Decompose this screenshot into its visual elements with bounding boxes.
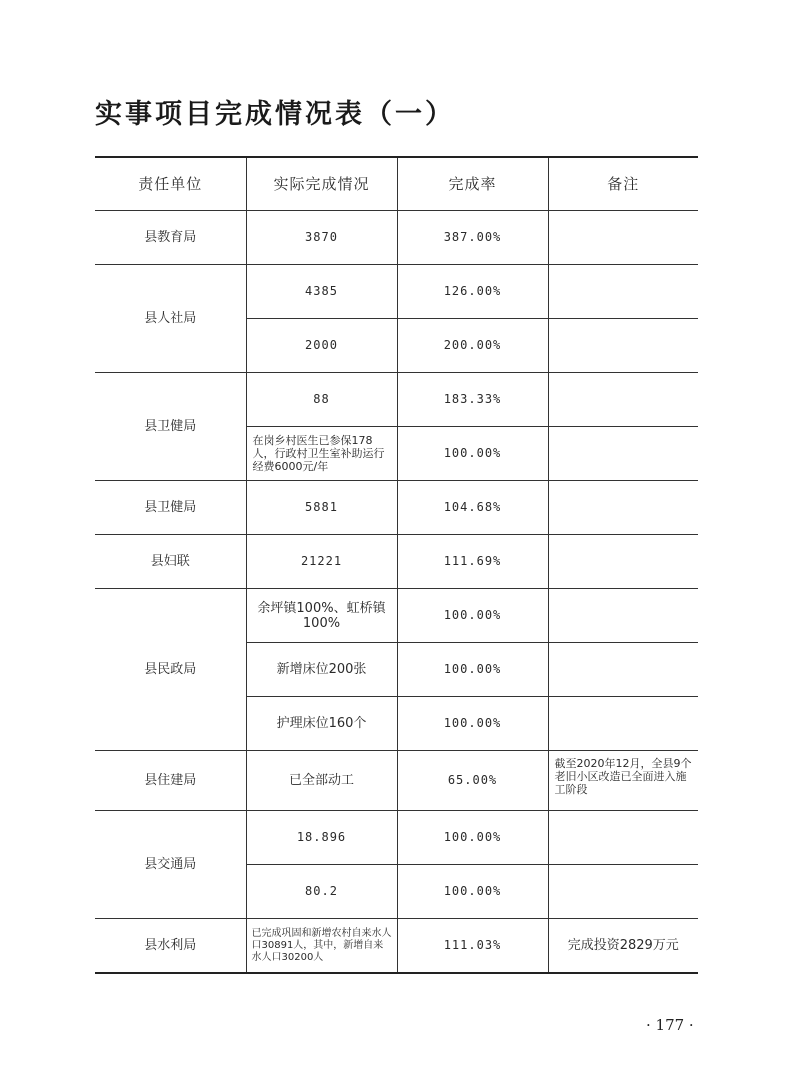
note-cell [548, 481, 698, 535]
rate-cell: 100.00% [397, 589, 548, 643]
rate-cell: 104.68% [397, 481, 548, 535]
unit-cell: 县人社局 [95, 265, 246, 373]
rate-cell: 111.69% [397, 535, 548, 589]
table-row [95, 211, 698, 265]
completion-table [95, 156, 698, 974]
actual-cell: 新增床位200张 [246, 643, 397, 697]
rate-cell: 65.00% [397, 751, 548, 811]
actual-cell: 5881 [246, 481, 397, 535]
unit-cell: 县妇联 [95, 535, 246, 589]
unit-cell: 县卫健局 [95, 373, 246, 481]
header-rate: 完成率 [397, 157, 548, 211]
unit-cell: 县水利局 [95, 919, 246, 974]
actual-cell: 3870 [246, 211, 397, 265]
unit-cell: 县交通局 [95, 811, 246, 919]
actual-cell: 88 [246, 373, 397, 427]
note-cell: 完成投资2829万元 [548, 919, 698, 974]
note-cell [548, 211, 698, 265]
table-row [95, 373, 698, 427]
note-cell [548, 373, 698, 427]
actual-cell: 80.2 [246, 865, 397, 919]
header-actual: 实际完成情况 [246, 157, 397, 211]
header-unit: 责任单位 [95, 157, 246, 211]
rate-cell: 100.00% [397, 427, 548, 481]
rate-cell: 100.00% [397, 643, 548, 697]
actual-cell: 护理床位160个 [246, 697, 397, 751]
table-row [95, 919, 698, 974]
rate-cell: 111.03% [397, 919, 548, 974]
table-row [95, 481, 698, 535]
table-row [95, 589, 698, 643]
note-cell [548, 589, 698, 643]
rate-cell: 126.00% [397, 265, 548, 319]
unit-cell: 县教育局 [95, 211, 246, 265]
actual-cell: 2000 [246, 319, 397, 373]
note-cell [548, 427, 698, 481]
rate-cell: 387.00% [397, 211, 548, 265]
note-cell [548, 697, 698, 751]
completion-table-container [95, 156, 698, 974]
rate-cell: 200.00% [397, 319, 548, 373]
actual-cell: 已全部动工 [246, 751, 397, 811]
note-cell: 截至2020年12月，全县9个老旧小区改造已全面进入施工阶段 [548, 751, 698, 811]
actual-cell: 在岗乡村医生已参保178人，行政村卫生室补助运行经费6000元/年 [246, 427, 397, 481]
header-note: 备注 [548, 157, 698, 211]
page-title: 实事项目完成情况表（一） [95, 99, 455, 130]
actual-cell: 21221 [246, 535, 397, 589]
note-cell [548, 535, 698, 589]
page-number: · 177 · [646, 1016, 694, 1034]
note-cell [548, 319, 698, 373]
actual-cell: 余坪镇100%、虹桥镇100% [246, 589, 397, 643]
rate-cell: 183.33% [397, 373, 548, 427]
rate-cell: 100.00% [397, 811, 548, 865]
table-row [95, 811, 698, 865]
note-cell [548, 265, 698, 319]
note-cell [548, 643, 698, 697]
table-header-row [95, 157, 698, 211]
note-cell [548, 865, 698, 919]
note-cell [548, 811, 698, 865]
table-row [95, 751, 698, 811]
table-row [95, 265, 698, 319]
actual-cell: 18.896 [246, 811, 397, 865]
rate-cell: 100.00% [397, 865, 548, 919]
rate-cell: 100.00% [397, 697, 548, 751]
unit-cell: 县民政局 [95, 589, 246, 751]
unit-cell: 县住建局 [95, 751, 246, 811]
actual-cell: 4385 [246, 265, 397, 319]
actual-cell: 已完成巩固和新增农村自来水人口30891人，其中，新增自来水人口30200人 [246, 919, 397, 974]
unit-cell: 县卫健局 [95, 481, 246, 535]
table-row [95, 535, 698, 589]
